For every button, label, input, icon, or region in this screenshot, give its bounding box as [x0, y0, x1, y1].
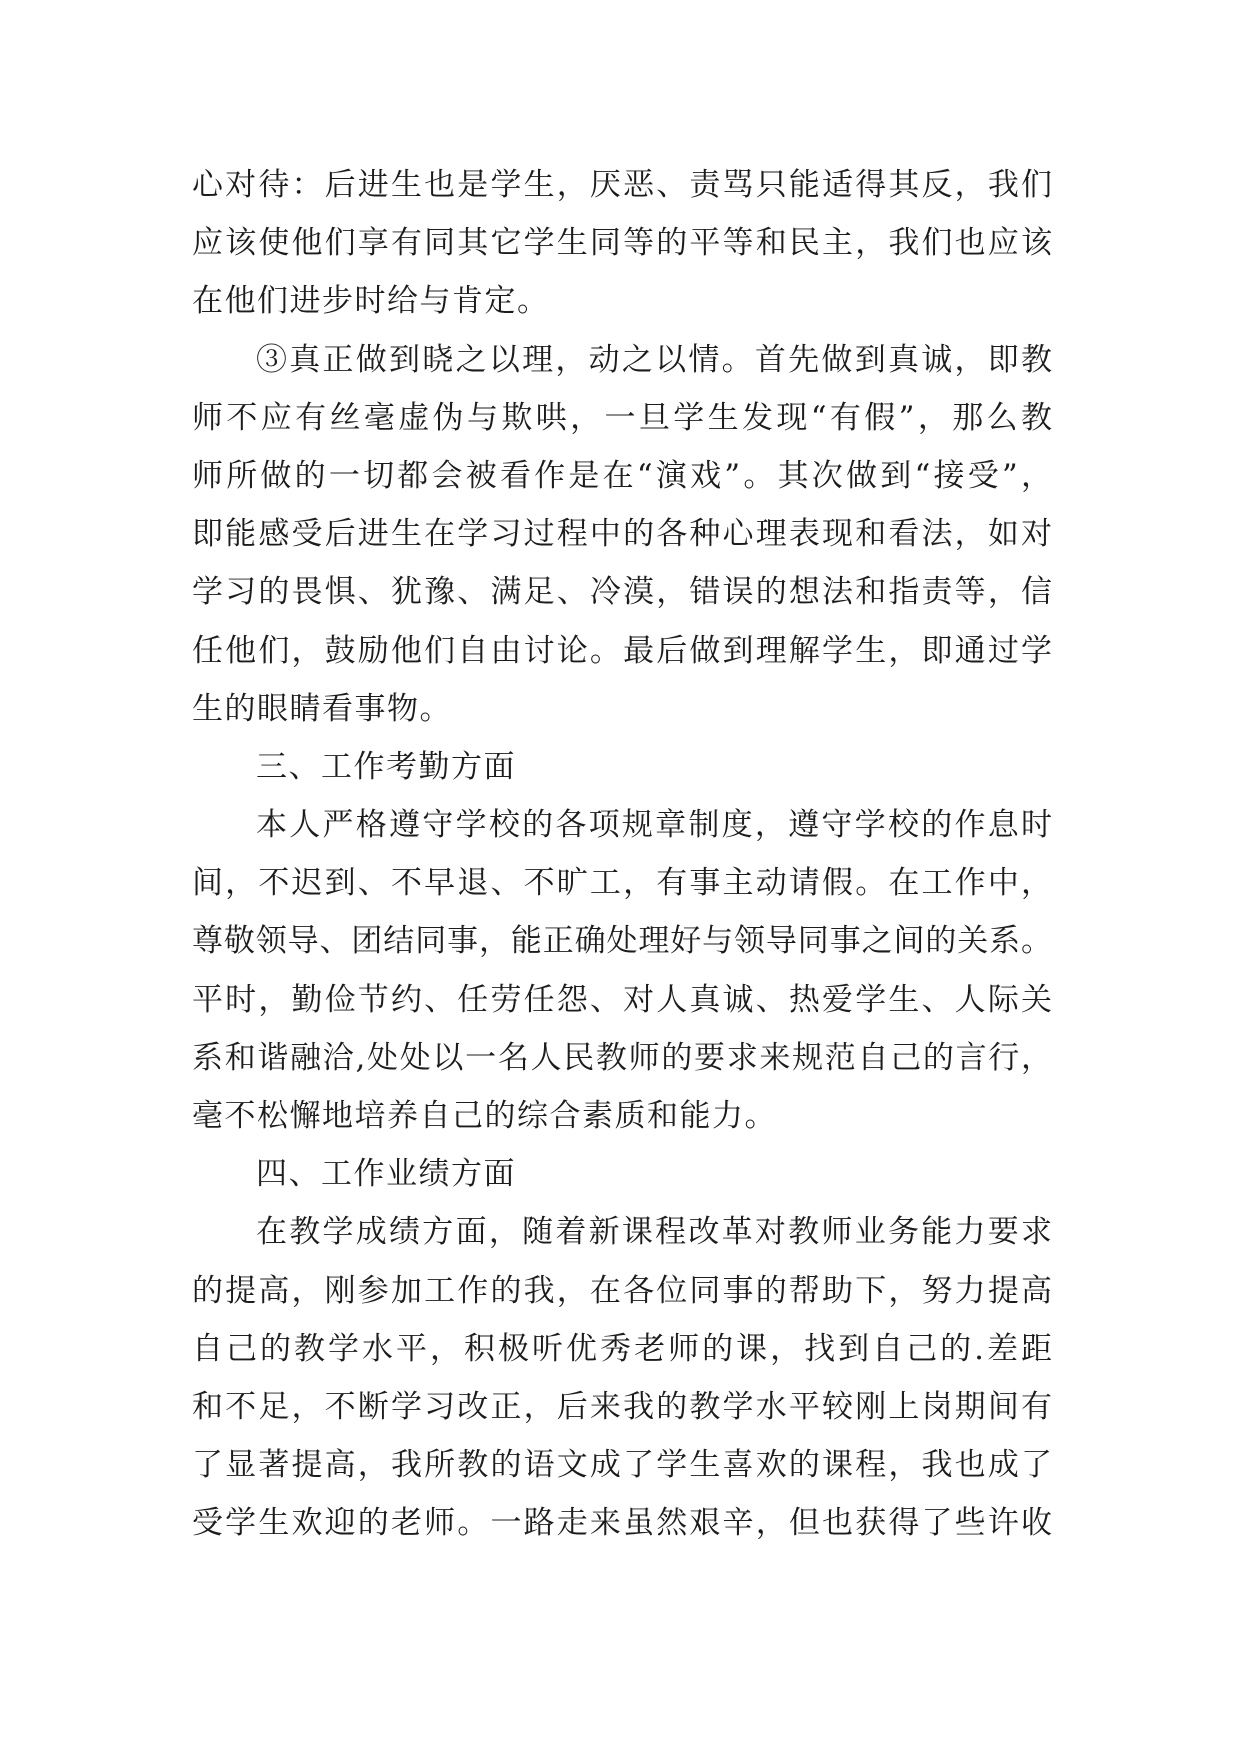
text-line: 毫不松懈地培养自己的综合素质和能力。 [192, 1098, 777, 1134]
text-line: 师所做的一切都会被看作是在“演戏”。其次做到“接受”， [192, 457, 1052, 494]
text-line: 师不应有丝毫虚伪与欺哄，一旦学生发现“有假”，那么教 [192, 399, 1052, 436]
text-line: 在教学成绩方面，随着新课程改革对教师业务能力要求 [256, 1214, 1052, 1251]
text-line: 自己的教学水平，积极听优秀老师的课，找到自己的.差距 [192, 1330, 1052, 1367]
text-line: 了显著提高，我所教的语文成了学生喜欢的课程，我也成了 [192, 1447, 1052, 1484]
paragraph [192, 796, 1052, 1145]
paragraph [192, 331, 1052, 738]
text-line: 的提高，刚参加工作的我，在各位同事的帮助下，努力提高 [192, 1272, 1052, 1309]
text-line: 平时，勤俭节约、任劳任怨、对人真诚、热爱学生、人际关 [192, 981, 1052, 1018]
text-line: 即能感受后进生在学习过程中的各种心理表现和看法，如对 [192, 516, 1052, 553]
section-heading [192, 738, 1052, 796]
paragraph [192, 156, 1052, 331]
section-heading [192, 1145, 1052, 1203]
text-line: 在他们进步时给与肯定。 [192, 283, 550, 320]
text-line: ③真正做到晓之以理，动之以情。首先做到真诚，即教 [256, 341, 1052, 378]
text-line: 心对待：后进生也是学生，厌恶、责骂只能适得其反，我们 [192, 167, 1052, 203]
text-line: 应该使他们享有同其它学生同等的平等和民主，我们也应该 [192, 225, 1052, 262]
text-line: 尊敬领导、团结同事，能正确处理好与领导同事之间的关系。 [192, 923, 1052, 960]
text-line: 本人严格遵守学校的各项规章制度，遵守学校的作息时 [256, 807, 1052, 844]
paragraph [192, 1203, 1052, 1552]
section-heading-text: 三、工作考勤方面 [256, 748, 516, 785]
text-line: 系和谐融洽,处处以一名人民教师的要求来规范自己的言行， [192, 1039, 1052, 1076]
text-line: 生的眼睛看事物。 [192, 690, 452, 727]
text-line: 和不足，不断学习改正，后来我的教学水平较刚上岗期间有 [192, 1388, 1052, 1425]
text-line: 间，不迟到、不早退、不旷工，有事主动请假。在工作中， [192, 865, 1052, 902]
text-line: 受学生欢迎的老师。一路走来虽然艰辛，但也获得了些许收 [192, 1505, 1052, 1542]
document-body [192, 156, 1052, 1553]
section-heading-text: 四、工作业绩方面 [256, 1156, 516, 1193]
text-line: 任他们，鼓励他们自由讨论。最后做到理解学生，即通过学 [192, 632, 1052, 669]
text-line: 学习的畏惧、犹豫、满足、冷漠，错误的想法和指责等，信 [192, 574, 1052, 611]
